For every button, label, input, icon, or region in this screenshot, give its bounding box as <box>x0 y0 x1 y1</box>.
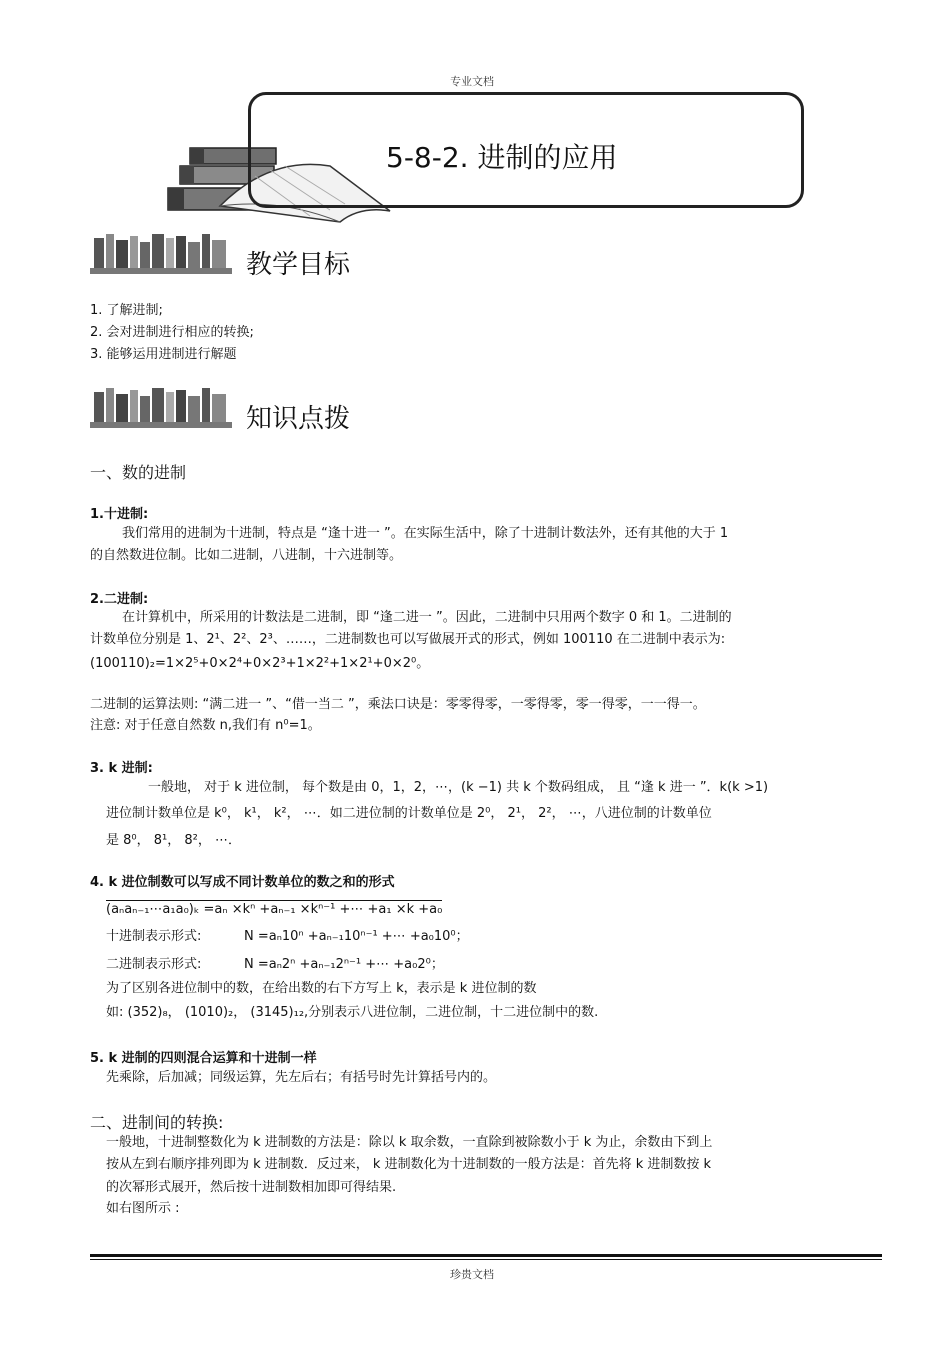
paragraph-line: 先乘除，后加减；同级运算，先左后右；有括号时先计算括号内的。 <box>106 1070 497 1085</box>
page-footer: 珍贵文档 <box>450 1268 494 1281</box>
formula-line: (aₙaₙ₋₁⋯a₁a₀)ₖ =aₙ ×kⁿ +aₙ₋₁ ×kⁿ⁻¹ +⋯ +a₁ ×k +a₀ <box>106 902 443 917</box>
paragraph-line: 一般地， 对于 k 进位制， 每个数是由 0，1，2，⋯，(k −1) 共 k 个数码组成， 且 “逢 k 进一 ”．k(k >1) <box>148 780 769 795</box>
note-line: 注意: 对于任意自然数 n,我们有 n⁰=1。 <box>90 718 321 733</box>
paragraph-line: 是 8⁰， 8¹， 8²， ⋯． <box>106 833 241 848</box>
item-heading: 4. k 进位制数可以写成不同计数单位的数之和的形式 <box>90 875 395 890</box>
page-header: 专业文档 <box>450 75 494 88</box>
formula-label: 十进制表示形式: <box>106 929 202 944</box>
objective-item: 2. 会对进制进行相应的转换; <box>90 325 254 340</box>
paragraph-line: 的自然数进位制。比如二进制，八进制，十六进制等。 <box>90 548 403 563</box>
item-heading: 5. k 进制的四则混合运算和十进制一样 <box>90 1051 317 1066</box>
subheading-number-systems: 一、数的进制 <box>90 463 187 482</box>
paragraph-line: 我们常用的进制为十进制，特点是 “逢十进一 ”。在实际生活中，除了十进制计数法外，还有其他的大于 1 <box>122 526 729 541</box>
formula-line: (100110)₂=1×2⁵+0×2⁴+0×2³+1×2²+1×2¹+0×2⁰。 <box>90 656 430 671</box>
paragraph-line: 如右图所示 : <box>106 1201 180 1216</box>
paragraph-line: 在计算机中，所采用的计数法是二进制，即 “逢二进一 ”。因此，二进制中只用两个数字 0 和 1。二进制的 <box>122 610 732 625</box>
paragraph-line: 按从左到右顺序排列即为 k 进制数．反过来， k 进制数化为十进制数的一般方法是：首先将 k 进制数按 k <box>106 1157 712 1172</box>
item-heading: 2.二进制: <box>90 592 149 607</box>
footer-rule <box>90 1254 882 1257</box>
bookshelf-icon <box>90 386 232 430</box>
paragraph-line: 计数单位分别是 1、2¹、2²、2³、……，二进制数也可以写做展开式的形式，例如 100110 在二进制中表示为: <box>90 632 726 647</box>
page-title: 5-8-2. 进制的应用 <box>386 141 618 174</box>
footer-rule-thin <box>90 1259 882 1260</box>
formula-line: N =aₙ2ⁿ +aₙ₋₁2ⁿ⁻¹ +⋯ +a₀2⁰； <box>244 957 444 972</box>
section-title-knowledge: 知识点拨 <box>246 404 351 434</box>
bookshelf-icon <box>90 232 232 276</box>
formula-line: N =aₙ10ⁿ +aₙ₋₁10ⁿ⁻¹ +⋯ +a₀10⁰； <box>244 929 469 944</box>
paragraph-line: 为了区别各进位制中的数，在给出数的右下方写上 k，表示是 k 进位制的数 <box>106 981 537 996</box>
paragraph-line: 进位制计数单位是 k⁰， k¹， k²， ⋯．如二进位制的计数单位是 2⁰， 2¹， 2²， ⋯，八进位制的计数单位 <box>106 806 712 821</box>
objective-item: 3. 能够运用进制进行解题 <box>90 347 237 362</box>
paragraph-line: 一般地，十进制整数化为 k 进制数的方法是：除以 k 取余数，一直除到被除数小于 k 为止，余数由下到上 <box>106 1135 713 1150</box>
subheading-conversion: 二、进制间的转换: <box>90 1113 224 1132</box>
item-heading: 1.十进制: <box>90 507 149 522</box>
objective-item: 1. 了解进制; <box>90 303 163 318</box>
item-heading: 3. k 进制: <box>90 761 153 776</box>
section-title-objectives: 教学目标 <box>246 250 351 280</box>
paragraph-line: 如: (352)₈， (1010)₂， (3145)₁₂,分别表示八进位制，二进位制，十二进位制中的数. <box>106 1005 599 1020</box>
paragraph-line: 的次幂形式展开，然后按十进制数相加即可得结果. <box>106 1180 397 1195</box>
paragraph-line: 二进制的运算法则: “满二进一 ”、“借一当二 ”，乘法口诀是：零零得零，一零得零，零一得零，一一得一。 <box>90 697 706 712</box>
formula-label: 二进制表示形式: <box>106 957 202 972</box>
